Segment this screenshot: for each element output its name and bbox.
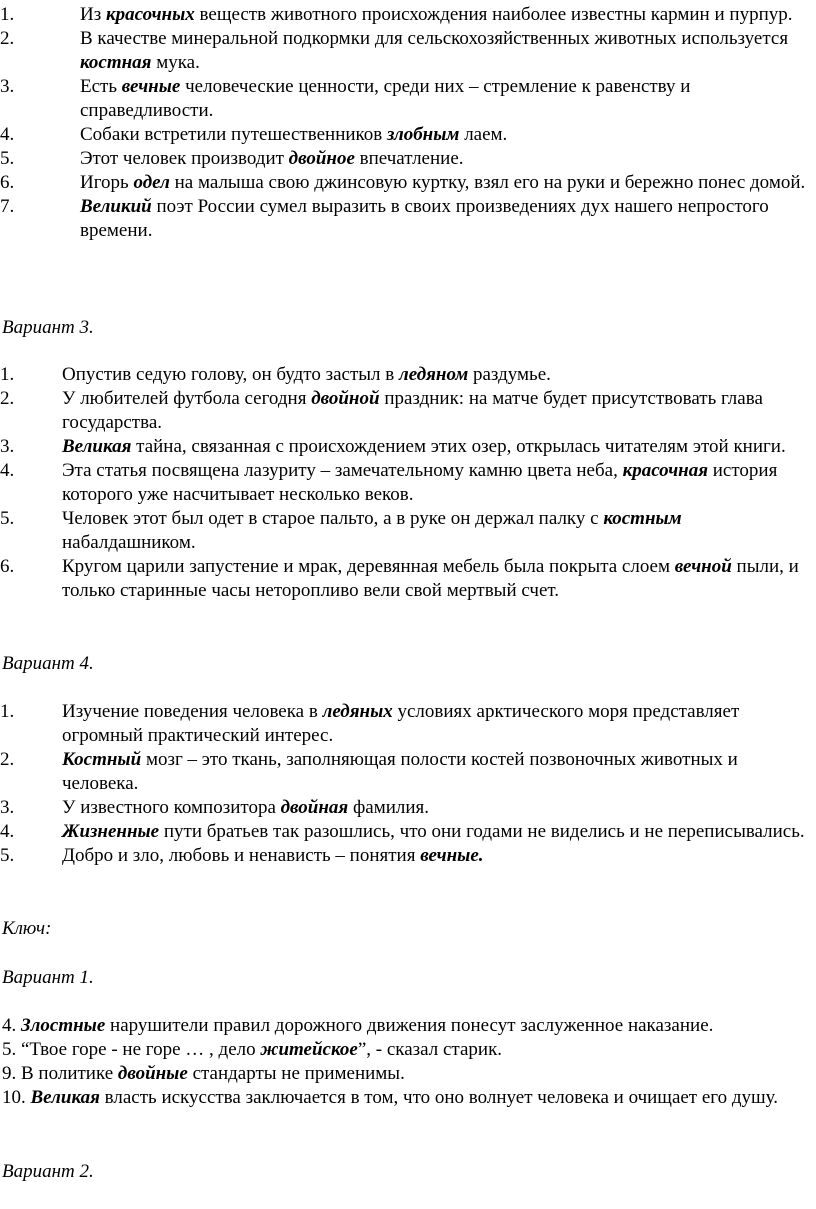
variant-4-heading: Вариант 4.	[2, 653, 94, 674]
list-item: 5. Этот человек производит двойное впечатление.	[0, 148, 464, 169]
list-item: 6. Кругом царили запустение и мрак, деревянная мебель была покрыта слоем вечной пыли, и только старинные часы неторопливо вели свой мертвый счет.	[0, 556, 799, 601]
keyword: ледяном	[398, 364, 469, 385]
keyword: ледяных	[322, 701, 393, 722]
list-item: 5. Человек этот был одет в старое пальто, а в руке он держал палку с костным набалдашником.	[0, 508, 682, 553]
key-lines-variant-1	[0, 1014, 816, 1110]
keyword: Жизненные	[62, 821, 160, 842]
keyword: двойное	[288, 148, 355, 169]
item-number: 6.	[0, 556, 15, 577]
item-number: 3.	[0, 797, 15, 818]
item-number: 1.	[0, 364, 15, 385]
keyword: Великая	[30, 1087, 100, 1108]
list-item: 1. Изучение поведения человека в ледяных условиях арктического моря представляет огромный практический интерес.	[0, 701, 740, 746]
item-number: 2.	[0, 388, 15, 409]
keyword: Костный	[62, 749, 142, 770]
item-number: 5.	[0, 148, 15, 169]
list-item: 1. Из красочных веществ животного происхождения наиболее известны кармин и пурпур.	[0, 4, 793, 25]
variant-3-heading: Вариант 3.	[2, 317, 94, 338]
item-number: 7.	[0, 196, 15, 217]
list-item: 4. Эта статья посвящена лазуриту – замечательному камню цвета неба, красочная история которого уже насчитывает несколько веков.	[0, 460, 778, 505]
sentence-list-variant-2-continued	[0, 3, 816, 243]
keyword: злобным	[387, 124, 460, 145]
item-number: 3.	[0, 76, 15, 97]
sentence-list-variant-3	[0, 363, 816, 603]
list-item: 5. Добро и зло, любовь и ненависть – понятия вечные.	[0, 845, 484, 866]
list-item: 3. У известного композитора двойная фамилия.	[0, 797, 430, 818]
key-variant-2-heading: Вариант 2.	[2, 1161, 94, 1182]
item-number: 4.	[0, 460, 15, 481]
keyword: костная	[80, 52, 152, 73]
keyword: костным	[603, 508, 682, 529]
keyword: двойная	[280, 797, 349, 818]
key-heading: Ключ:	[2, 918, 52, 939]
item-number: 3.	[0, 436, 15, 457]
sentence-list-variant-4	[0, 700, 816, 868]
key-line: 5. “Твое горе - не горе … , дело житейское”, - сказал старик.	[2, 1039, 503, 1060]
keyword: вечной	[674, 556, 732, 577]
keyword: красочных	[105, 4, 195, 25]
item-number: 5.	[0, 845, 15, 866]
list-item: 4. Жизненные пути братьев так разошлись, что они годами не виделись и не переписывались.	[0, 821, 805, 842]
list-item: 2. У любителей футбола сегодня двойной праздник: на матче будет присутствовать глава государства.	[0, 388, 763, 433]
key-line: 10. Великая власть искусства заключается в том, что оно волнует человека и очищает его душу.	[2, 1087, 779, 1108]
item-number: 1.	[0, 4, 15, 25]
key-line: 9. В политике двойные стандарты не применимы.	[2, 1063, 405, 1084]
item-number: 1.	[0, 701, 15, 722]
item-number: 2.	[0, 28, 15, 49]
list-item: 7. Великий поэт России сумел выразить в своих произведениях дух нашего непростого времени.	[0, 196, 769, 241]
list-item: 3. Есть вечные человеческие ценности, среди них – стремление к равенству и справедливости.	[0, 76, 691, 121]
list-item: 6. Игорь одел на малыша свою джинсовую куртку, взял его на руки и бережно понес домой.	[0, 172, 806, 193]
keyword: Великий	[80, 196, 152, 217]
keyword: вечные.	[420, 845, 484, 866]
keyword: вечные	[121, 76, 181, 97]
list-item: 1. Опустив седую голову, он будто застыл в ледяном раздумье.	[0, 364, 551, 385]
list-item: 2. Костный мозг – это ткань, заполняющая полости костей позвоночных животных и человека.	[0, 749, 738, 794]
list-item: 4. Собаки встретили путешественников злобным лаем.	[0, 124, 508, 145]
list-item: 2. В качестве минеральной подкормки для сельскохозяйственных животных используется костная мука.	[0, 28, 789, 73]
key-variant-1-heading: Вариант 1.	[2, 967, 94, 988]
keyword: двойной	[311, 388, 380, 409]
keyword: красочная	[622, 460, 709, 481]
item-number: 4.	[0, 124, 15, 145]
keyword: Великая	[62, 436, 132, 457]
item-number: 2.	[0, 749, 15, 770]
keyword: двойные	[117, 1063, 188, 1084]
item-number: 5.	[0, 508, 15, 529]
item-number: 4.	[0, 821, 15, 842]
keyword: Злостные	[21, 1015, 106, 1036]
keyword: житейское	[260, 1039, 358, 1060]
list-item: 3. Великая тайна, связанная с происхождением этих озер, открылась читателям этой книги.	[0, 436, 786, 457]
item-number: 6.	[0, 172, 15, 193]
key-line: 4. Злостные нарушители правил дорожного движения понесут заслуженное наказание.	[2, 1015, 714, 1036]
keyword: одел	[133, 172, 170, 193]
